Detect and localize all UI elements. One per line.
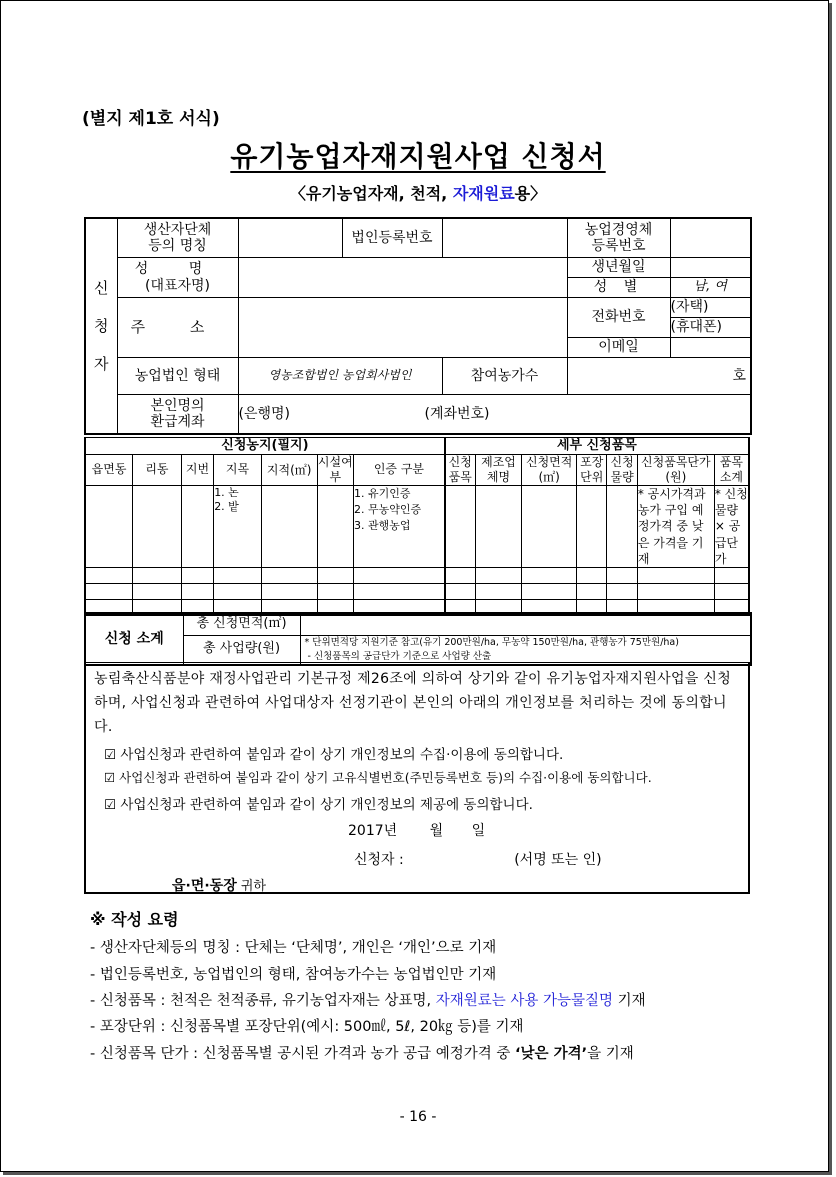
name-field[interactable]: [238, 258, 567, 298]
birth-field[interactable]: [670, 258, 751, 278]
grid-cell[interactable]: [714, 567, 749, 583]
guide-item: - 포장단위 : 신청품목별 포장단위(예시: 500㎖, 5ℓ, 20㎏ 등)를 기재: [90, 1019, 524, 1035]
grid-cell[interactable]: [85, 567, 133, 583]
subtitle-post: 용〉: [514, 184, 547, 203]
application-date: [348, 820, 485, 840]
header-ri: 리동: [133, 455, 182, 486]
consent-check-provision[interactable]: ☑ 사업신청과 관련하여 붙임과 같이 상기 개인정보의 제공에 동의합니다.: [104, 797, 533, 813]
guide-item: - 법인등록번호, 농업법인의 형태, 참여농가수는 농업법인만 기재: [90, 967, 497, 983]
grid-cell[interactable]: [637, 583, 714, 599]
header-facility: 시설여부: [317, 455, 353, 484]
land-cell[interactable]: [261, 486, 317, 568]
land-cell[interactable]: [317, 486, 353, 568]
side-char: 청: [94, 317, 109, 335]
summary-table: [84, 612, 752, 666]
item-cell[interactable]: [522, 486, 577, 568]
address-field[interactable]: [238, 298, 567, 358]
cert-type-option: 1. 유기인증: [354, 487, 411, 500]
guide-item: [90, 1042, 634, 1063]
header-subtotal: 품목소계: [714, 455, 749, 486]
name-label: [117, 258, 238, 298]
addressee-suffix: 귀하: [236, 879, 266, 894]
land-section-title: 신청농지(필지): [85, 438, 445, 455]
consent-box: [84, 662, 750, 894]
applicant-label: 신청자 :: [354, 852, 404, 868]
date-year: 2017년: [348, 823, 398, 839]
grid-cell[interactable]: [475, 583, 522, 599]
account-label: (계좌번호): [424, 405, 490, 422]
grid-cell[interactable]: [522, 567, 577, 583]
title-text: 유기농업자재지원사업 신청서: [230, 140, 606, 173]
guide-text: 기재: [613, 993, 646, 1009]
item-cell[interactable]: [475, 486, 522, 568]
header-cert: 인증 구분: [354, 455, 445, 486]
guide-bold: ‘낮은 가격’: [515, 1046, 588, 1062]
item-cell[interactable]: [577, 486, 607, 568]
signature-line: [354, 849, 602, 869]
page-title: [0, 135, 836, 175]
header-jibeon: 지번: [181, 455, 213, 486]
subtitle-pre: 〈유기농업자재, 천적,: [289, 184, 453, 203]
header-jimok: 지목: [214, 455, 262, 486]
land-type-option: 2. 밭: [214, 500, 239, 513]
email-field[interactable]: [670, 338, 751, 358]
addressee-name: 읍·면·동장: [172, 878, 237, 894]
address-label: 주 소: [117, 298, 238, 358]
guide-item: - 생산자단체등의 명칭 : 단체는 ‘단체명’, 개인은 ‘개인’으로 기재: [90, 940, 497, 956]
header-area: 지적(㎡): [261, 455, 317, 486]
farm-reg-field[interactable]: [670, 218, 751, 258]
header-item-area: 신청면적(㎡): [522, 455, 577, 486]
grid-cell[interactable]: [261, 567, 317, 583]
mobile-phone-field[interactable]: (휴대폰): [670, 318, 751, 338]
total-area-label: 총 신청면적(㎡): [183, 613, 300, 635]
subtitle: [0, 181, 836, 204]
label-line: 환급계좌: [150, 414, 205, 430]
unit-price-note: * 공시가격과 농가 구입 예정가격 중 낮은 가격을 기재: [637, 486, 714, 568]
header-quantity: 신청물량: [607, 455, 637, 486]
grid-cell[interactable]: [445, 567, 475, 583]
summary-note: - 신청품목의 공급단가 기준으로 사업량 산출: [307, 650, 492, 662]
grid-cell[interactable]: [607, 583, 637, 599]
farmers-field[interactable]: [567, 358, 751, 395]
cert-type-option: 3. 관행농업: [354, 519, 411, 532]
land-cell[interactable]: [181, 486, 213, 568]
side-char: 신: [94, 279, 109, 297]
grid-cell[interactable]: [261, 583, 317, 599]
grid-cell[interactable]: [181, 567, 213, 583]
consent-check-id-number[interactable]: ☑ 사업신청과 관련하여 붙임과 같이 상기 고유식별번호(주민등록번호 등)의 수집·이용에 동의합니다.: [104, 770, 652, 785]
group-name-label: [117, 218, 238, 258]
farmers-label: 참여농가수: [442, 358, 567, 395]
grid-cell[interactable]: [214, 567, 262, 583]
grid-cell[interactable]: [577, 583, 607, 599]
label-line: (대표자명): [144, 277, 211, 294]
label-line: 생산자단체: [143, 221, 212, 238]
grid-cell[interactable]: [607, 567, 637, 583]
label-line: 등록번호: [591, 238, 646, 254]
item-cell[interactable]: [445, 486, 475, 568]
refund-field[interactable]: [238, 395, 751, 435]
guide-text: - 신청품목 : 천적은 천적종류, 유기농업자재는 상표명,: [90, 993, 436, 1009]
farm-reg-label: [567, 218, 670, 258]
total-amount-label: 총 사업량(원): [183, 635, 300, 665]
grid-cell[interactable]: [354, 567, 445, 583]
home-phone-field[interactable]: (자택): [670, 298, 751, 318]
label-line: 농업경영체: [584, 221, 653, 238]
grid-cell[interactable]: [577, 567, 607, 583]
corp-reg-field[interactable]: [442, 218, 567, 258]
gender-field[interactable]: 남, 여: [670, 278, 751, 298]
cert-type-options[interactable]: [354, 486, 445, 568]
grid-cell[interactable]: [354, 583, 445, 599]
label-line: 본인명의: [150, 397, 205, 414]
total-area-field[interactable]: [300, 613, 751, 635]
date-day: 일: [471, 823, 486, 839]
grid-cell[interactable]: [522, 583, 577, 599]
signature-label: (서명 또는 인): [514, 852, 602, 868]
page-number: - 16 -: [399, 1109, 437, 1125]
header-maker: 제조업체명: [475, 455, 522, 486]
land-cell[interactable]: [85, 486, 133, 568]
applicant-table: [84, 217, 752, 435]
grid-cell[interactable]: [637, 567, 714, 583]
land-item-table: [84, 437, 750, 616]
guide-highlight: 자재원료는 사용 가능물질명: [435, 993, 614, 1009]
grid-cell[interactable]: [475, 567, 522, 583]
grid-cell[interactable]: [85, 583, 133, 599]
grid-cell[interactable]: [317, 567, 353, 583]
grid-cell[interactable]: [181, 583, 213, 599]
corp-type-label: 농업법인 형태: [117, 358, 238, 395]
bank-label: (은행명): [238, 405, 290, 422]
corp-type-field[interactable]: 영농조합법인 농업회사법인: [238, 358, 442, 395]
subtotal-note: * 신청 물량 × 공급단가: [714, 487, 748, 566]
land-cell[interactable]: [133, 486, 182, 568]
label-line: 등의 명칭: [148, 238, 207, 254]
grid-cell[interactable]: [133, 583, 182, 599]
land-type-option: 1. 논: [214, 486, 239, 499]
header-item: 신청품목: [445, 455, 475, 486]
subtitle-highlight: 자재원료: [452, 184, 515, 203]
gender-label: 성 별: [567, 278, 670, 298]
guide-title: ※ 작성 요령: [90, 910, 179, 929]
email-label: 이메일: [567, 338, 670, 358]
summary-note: * 단위면적당 지원기준 참고(유기 200만원/ha, 무농약 150만원/ha, 관행농가 75만원/ha): [304, 636, 679, 648]
guide-text: - 신청품목 단가 : 신청품목별 공시된 가격과 농가 공급 예정가격 중: [90, 1046, 515, 1062]
item-section-title: 세부 신청품목: [445, 438, 749, 455]
grid-cell[interactable]: [133, 567, 182, 583]
header-unit-price: 신청품목단가(원): [637, 455, 714, 486]
land-type-options[interactable]: [214, 486, 262, 568]
addressee: [172, 875, 266, 895]
farmers-unit: 호: [732, 367, 746, 384]
guide-text: 을 기재: [587, 1046, 634, 1062]
consent-paragraph: 농림축산식품분야 재정사업관리 기본규정 제26조에 의하여 상기와 같이 유기농업자재지원사업을 신청하며, 사업신청과 관련하여 사업대상자 선정기관이 본인의 아래의 개인정보를 처리하는 것에 동의합니다.: [94, 671, 732, 735]
side-char: 자: [94, 355, 109, 373]
item-cell[interactable]: [607, 486, 637, 568]
phone-label: 전화번호: [567, 298, 670, 338]
grid-cell[interactable]: [714, 583, 749, 599]
date-month: 월: [429, 823, 444, 839]
summary-label: 신청 소계: [85, 613, 183, 665]
header-eup: 읍면동: [85, 455, 133, 486]
form-label: (별지 제1호 서식): [82, 109, 220, 129]
label-line: 성 명: [134, 261, 221, 278]
birth-label: 생년월일: [567, 258, 670, 278]
applicant-side-label: [85, 218, 117, 434]
total-amount-field[interactable]: [300, 635, 751, 665]
grid-cell[interactable]: [445, 583, 475, 599]
cert-type-option: 2. 무농약인증: [354, 503, 422, 516]
guide-item: [90, 989, 646, 1010]
header-pack-unit: 포장단위: [577, 455, 607, 486]
grid-cell[interactable]: [317, 583, 353, 599]
consent-check-personal[interactable]: ☑ 사업신청과 관련하여 붙임과 같이 상기 개인정보의 수집·이용에 동의합니다.: [104, 747, 564, 763]
corp-reg-label: 법인등록번호: [342, 218, 442, 258]
grid-cell[interactable]: [214, 583, 262, 599]
refund-label: [117, 395, 238, 435]
group-name-field[interactable]: [238, 218, 342, 258]
